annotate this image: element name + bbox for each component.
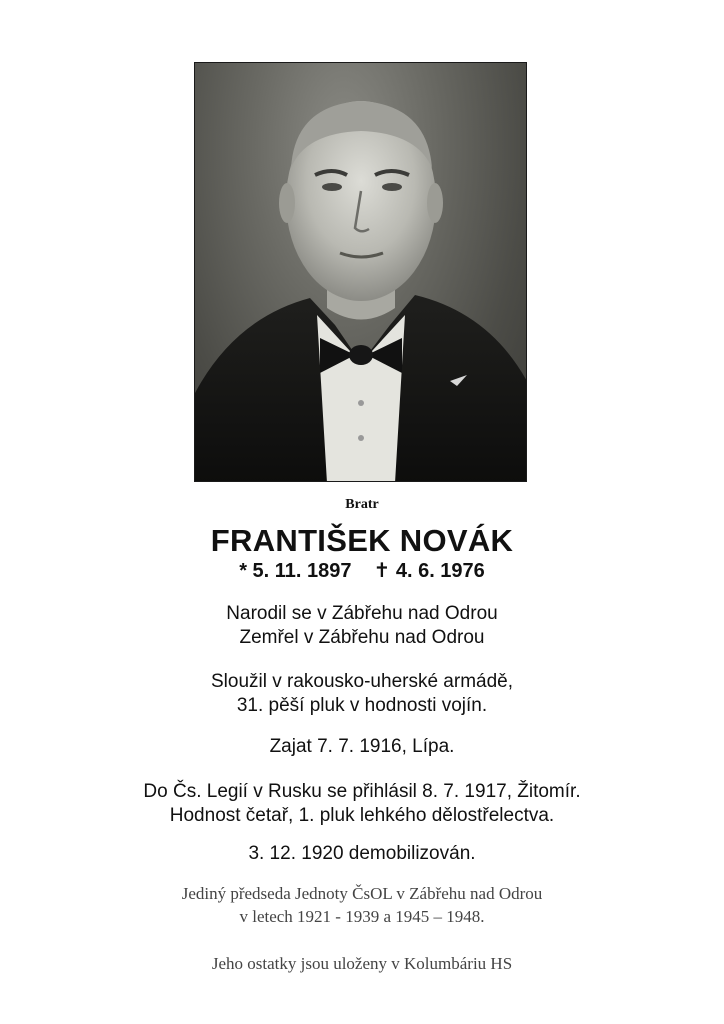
person-name: FRANTIŠEK NOVÁK xyxy=(210,523,514,558)
death-place: Zemřel v Zábřehu nad Odrou xyxy=(239,627,485,648)
service-line-1: Sloužil v rakousko-uherské armádě, xyxy=(210,671,514,692)
death-date: ✝ 4. 6. 1976 xyxy=(373,560,485,582)
service-line-2: 31. pěší pluk v hodnosti vojín. xyxy=(236,695,488,716)
legion-line-1: Do Čs. Legií v Rusku se přihlásil 8. 7. 1917, Žitomír. xyxy=(143,781,581,802)
remains-note: Jeho ostatky jsou uloženy v Kolumbáriu HS xyxy=(211,954,513,973)
portrait-photo xyxy=(194,62,527,482)
portrait-illustration xyxy=(195,63,527,482)
birth-date: * 5. 11. 1897 xyxy=(239,560,352,582)
life-dates xyxy=(0,558,724,583)
birth-place: Narodil se v Zábřehu nad Odrou xyxy=(226,603,498,624)
title-prefix: Bratr xyxy=(345,497,379,512)
capture-line: Zajat 7. 7. 1916, Lípa. xyxy=(269,736,455,757)
note-line-2: v letech 1921 - 1939 a 1945 – 1948. xyxy=(239,907,485,926)
legion-line-2: Hodnost četař, 1. pluk lehkého dělostřelectva. xyxy=(169,805,555,826)
demobilization-line: 3. 12. 1920 demobilizován. xyxy=(248,843,476,864)
note-line-1: Jediný předseda Jednoty ČsOL v Zábřehu nad Odrou xyxy=(181,884,543,903)
